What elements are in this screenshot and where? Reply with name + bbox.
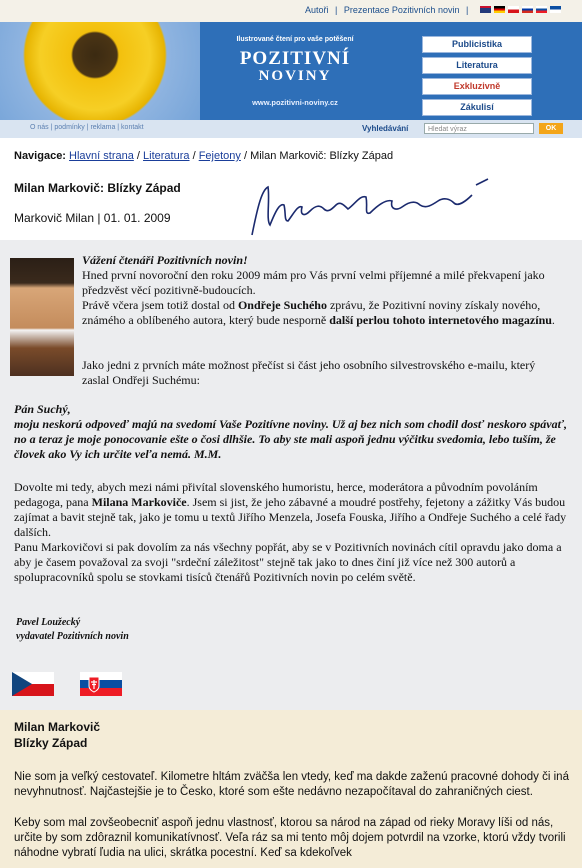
czech-flag-icon (12, 672, 54, 696)
page-title: Milan Markovič: Blízky Západ (14, 181, 181, 195)
article-body (0, 240, 582, 710)
signoff-role: vydavatel Pozitivních novin (16, 631, 129, 642)
signoff (16, 616, 129, 644)
closing-paragraph-2: Panu Markovičovi si pak dovolím za nás všechny popřát, aby se v Pozitivních novinách cítil opravdu jako doma a aby je časem považoval za svoji "srdeční záležitost" stejně tak jako to dnes činí již více než 300 autorů a spolupracovníků spolu se stovkami tisíců čtenářů Pozitivních novin po celém světě. (14, 540, 562, 584)
flag-other-icon[interactable] (550, 6, 561, 13)
search-ok-button[interactable]: OK (539, 123, 563, 134)
intro-paragraph-2: Právě včera jsem totiž dostal od Ondřeje Suchého zprávu, že Pozitivní noviny získaly nového, známého a oblíbeného autora, který bude nesporně další perlou tohoto internetového magazínu. (82, 298, 555, 327)
continuation-paragraph-1: Nie som ja veľký cestovateľ. Kilometre hltám zväčša len vtedy, keď ma dakde zaženú pracovné dohody či iná nevyhnutnosť. Najčastejšie je to Česko, ktoré som ešte nedávno nezapočítaval do zahraničných ciest. (14, 771, 569, 798)
menu-item-exkluzivne[interactable]: Exkluzivně (422, 78, 532, 95)
flag-cz-icon[interactable] (508, 6, 519, 13)
breadcrumb-current: Milan Markovič: Blízky Západ (250, 150, 394, 162)
banner-subtitle: Ilustrované čtení pro vaše potěšení (236, 36, 354, 43)
top-link-authors[interactable]: Autoři (305, 5, 329, 15)
continuation-paragraph-2: Keby som mal zovšeobecniť aspoň jednu vlastnosť, ktorou sa národ na západ od rieky Moravy líši od nás, určite by som zdôraznil komunikatívnosť. Veľa ráz sa mi tento môj dojem potvrdil na vzorke, ktorú vždy tvorili náhodne vybratí ľudia na ulici, skrátka pocestní. Keď sa kdekoľvek (14, 817, 566, 859)
site-title[interactable]: POZITIVNÍ NOVINY (239, 48, 351, 84)
header-tagline: O nás | podmínky | reklama | kontakt (30, 124, 144, 131)
intro-paragraph-3: Jako jedni z prvních máte možnost přečíst si část jeho osobního silvestrovského e-mailu, který zaslal Ondřeji Suchému: (82, 358, 536, 387)
search-input[interactable]: Hledat výraz (424, 123, 534, 134)
flag-uk-icon[interactable] (480, 6, 491, 13)
breadcrumb-label: Navigace: (14, 150, 66, 162)
article-byline: Markovič Milan | 01. 01. 2009 (14, 211, 171, 225)
menu-item-zakulisi[interactable]: Zákulisí (422, 99, 532, 116)
search-label: Vyhledávání (362, 124, 409, 133)
continuation-title: Blízky Západ (14, 736, 88, 750)
closing-paragraph-1: Dovolte mi tedy, abych mezi námi přivítal slovenského humoristu, herce, moderátora a původním povoláním pedagoga, pana Milana Markoviče. Jsem si jist, že jeho zábavné a moudré postřehy, fejetony a zážitky Vás budou zajímat a bavit stejně tak, jako je tomu u textů Jiřího Menzela, Josefa Fouska, Jiřího a Ondřeje Suchého a celé řady dalších. (14, 480, 567, 539)
breadcrumb-fejetony[interactable]: Fejetony (198, 150, 241, 162)
breadcrumb-literatura[interactable]: Literatura (143, 150, 190, 162)
site-url: www.pozitivni-noviny.cz (252, 98, 338, 107)
top-links: Autoři | Prezentace Pozitivních novin | (305, 5, 469, 15)
handwritten-signature-image (240, 165, 500, 250)
flag-de-icon[interactable] (494, 6, 505, 13)
signoff-name: Pavel Loužecký (16, 617, 81, 628)
language-flags (480, 6, 561, 13)
header-topbar (0, 0, 582, 22)
country-flags (12, 672, 122, 696)
breadcrumb: Navigace: Hlavní strana / Literatura / Fejetony / Milan Markovič: Blízky Západ (14, 150, 394, 162)
search-bar (0, 120, 582, 138)
breadcrumb-home[interactable]: Hlavní strana (69, 150, 134, 162)
site-header (0, 0, 582, 138)
top-link-presentation[interactable]: Prezentace Pozitivních novin (343, 5, 460, 15)
article-continuation (0, 710, 582, 868)
slovak-flag-icon (80, 672, 122, 696)
intro-paragraph-1: Hned první novoroční den roku 2009 mám pro Vás první velmi příjemné a milé překvapení jako předzvěst věcí pozitivně-budoucích. (82, 268, 545, 297)
author-portrait-image (10, 258, 74, 376)
main-menu (422, 36, 532, 120)
flag-ru-icon[interactable] (522, 6, 533, 13)
intro-greeting: Vážení čtenáři Pozitivních novin! (82, 253, 248, 267)
menu-item-publicistika[interactable]: Publicistika (422, 36, 532, 53)
email-salutation: Pán Suchý, (14, 402, 71, 416)
menu-item-literatura[interactable]: Literatura (422, 57, 532, 74)
flag-sk-icon[interactable] (536, 6, 547, 13)
continuation-author: Milan Markovič (14, 720, 101, 734)
email-body: moju neskorú odpoveď majú na svedomí Vaše Pozitívne noviny. Už aj bez nich som chodil dosť neskoro spávať, no a teraz je moje ponocovanie ešte o čosi dlhšie. To aby ste mali aspoň jednu výčitku svedomia, lebo tuším, že človek ako Vy ich určite veľa nemá. M.M. (14, 417, 567, 461)
